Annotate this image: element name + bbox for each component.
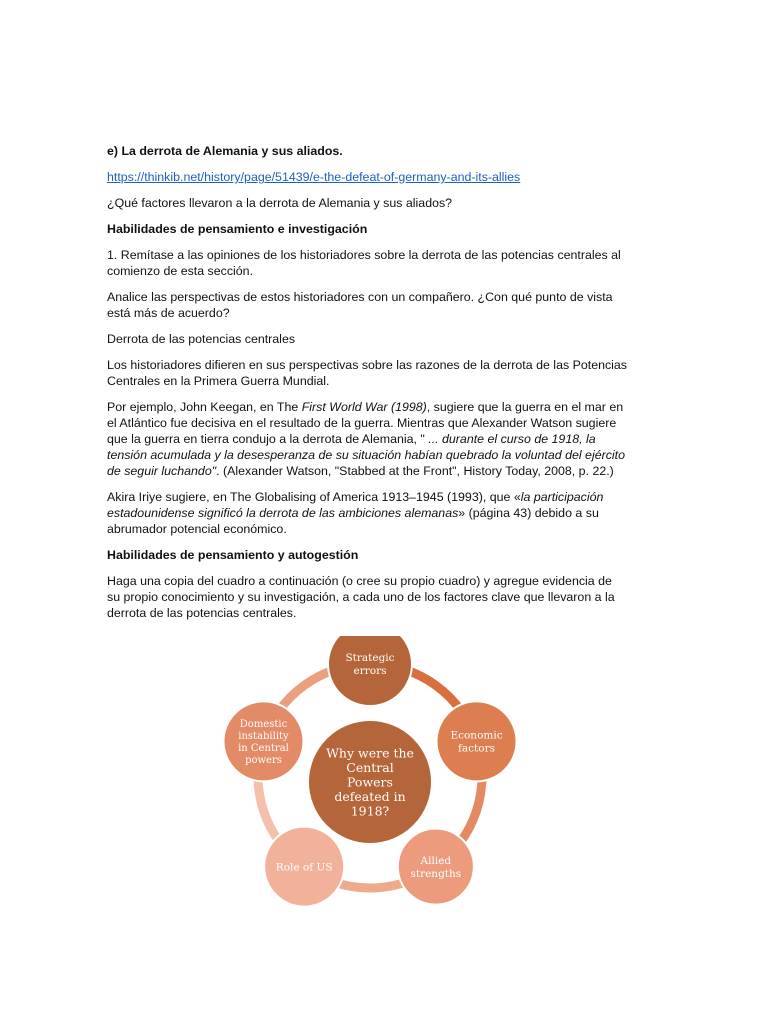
subtitle: Derrota de las potencias centrales — [107, 332, 296, 346]
quote-italic: la participación estadounidense significó la derrota de las ambiciones alemanas — [107, 490, 604, 520]
link-paragraph — [107, 169, 627, 185]
node-economic-factors-label: Economic — [450, 729, 503, 742]
document-body — [107, 143, 627, 631]
section-title: e) La derrota de Alemania y sus aliados. — [107, 144, 343, 158]
quote-italic: ... durante el curso de 1918, la tensión acumulada y la desesperanza de su situación habían quebrado la voluntad del ejército de seguir luchando" — [107, 432, 626, 478]
node-domestic-instability-label: powers — [245, 754, 282, 766]
center-question-label: Why were the — [326, 745, 414, 761]
text-run: . (Alexander Watson, "Stabbed at the Front", History Today, 2008, p. 22.) — [216, 464, 614, 478]
cycle-diagram — [190, 636, 550, 926]
text-run: , sugiere que la guerra en el mar en el Atlántico fue decisiva en el resultado de la guerra. Mientras que Alexander Watson sugiere que la guerra en tierra condujo a la derrota de Alemania, " — [107, 400, 624, 446]
node-economic-factors-label: factors — [458, 742, 496, 755]
node-domestic-instability-label: instability — [238, 730, 289, 742]
node-role-of-us — [264, 827, 344, 907]
node-domestic-instability-label: in Central — [238, 742, 289, 754]
text-run: » (página 43) debido a su abrumador potencial económico. — [107, 506, 599, 536]
book-title-italic: First World War (1998) — [301, 400, 427, 414]
paragraph-keegan-watson — [107, 399, 627, 479]
center-question-label: Powers — [347, 774, 393, 790]
instruction-1: 1. Remítase a las opiniones de los historiadores sobre la derrota de las potencias centrales al comienzo de esta sección. — [107, 248, 621, 278]
node-strategic-errors — [328, 636, 412, 706]
node-strategic-errors-label: errors — [353, 665, 387, 678]
guiding-question: ¿Qué factores llevaron a la derrota de Alemania y sus aliados? — [107, 196, 453, 210]
node-allied-strengths-label: strengths — [410, 867, 462, 880]
text-run: Por ejemplo, John Keegan, en The — [107, 400, 302, 414]
diagram-nodes — [223, 636, 516, 907]
center-question-label: Central — [346, 759, 394, 775]
node-role-of-us-label: Role of US — [275, 861, 333, 874]
heading-thinking-research: Habilidades de pensamiento e investigación — [107, 222, 368, 236]
node-domestic-instability-label: Domestic — [239, 718, 288, 730]
node-domestic-instability — [223, 701, 303, 781]
instruction-analyze: Analice las perspectivas de estos historiadores con un compañero. ¿Con qué punto de vista está más de acuerdo? — [107, 290, 613, 320]
center-question — [308, 720, 432, 844]
heading-thinking-selfmanagement: Habilidades de pensamiento y autogestión — [107, 548, 359, 562]
node-strategic-errors-label: Strategic — [345, 652, 395, 665]
node-allied-strengths — [398, 829, 474, 905]
paragraph-iriye — [107, 489, 627, 537]
text-run: Akira Iriye sugiere, en The Globalising of America 1913–1945 (1993), que « — [107, 490, 521, 504]
paragraph-historians: Los historiadores difieren en sus perspectivas sobre las razones de la derrota de las Potencias Centrales en la Primera Guerra Mundial. — [107, 358, 628, 388]
center-question-label: defeated in — [334, 788, 406, 804]
node-allied-strengths-label: Allied — [420, 854, 452, 867]
center-question-label: 1918? — [350, 803, 390, 819]
node-economic-factors — [437, 701, 517, 781]
instruction-copy-chart: Haga una copia del cuadro a continuación (o cree su propio cuadro) y agregue evidencia de su propio conocimiento y su investigación, a cada uno de los factores clave que llevaron a la derrota de las potencias centrales. — [107, 574, 615, 620]
source-link[interactable]: https://thinkib.net/history/page/51439/e-the-defeat-of-germany-and-its-allies — [107, 170, 521, 184]
